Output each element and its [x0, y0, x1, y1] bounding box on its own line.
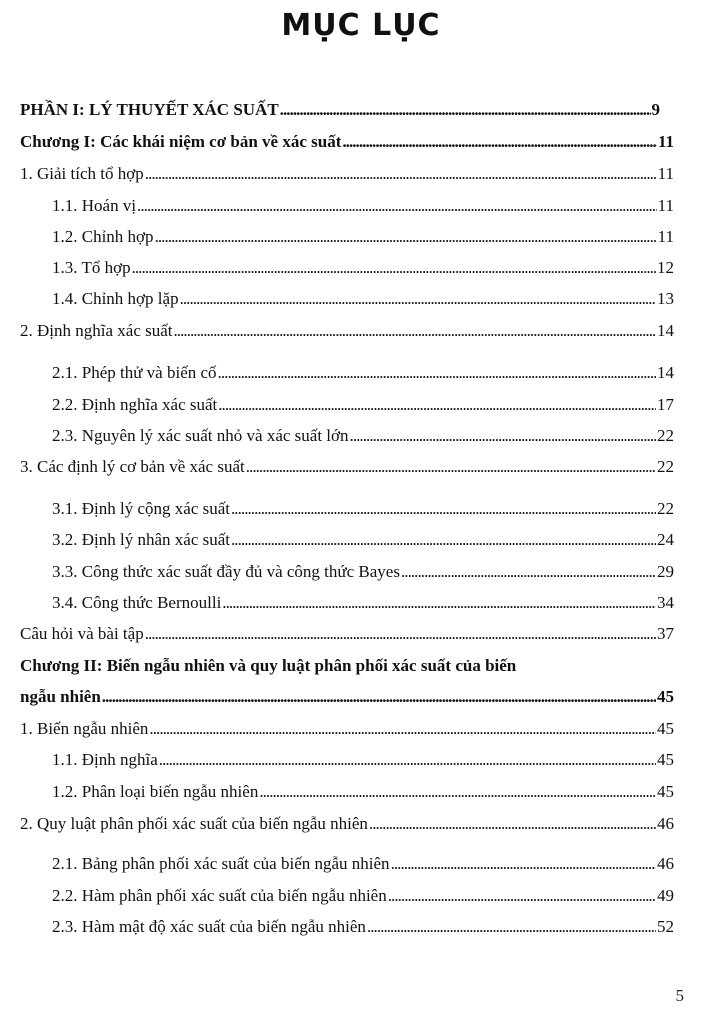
toc-page: 14: [657, 321, 674, 340]
toc-page: 46: [657, 854, 674, 873]
toc-label: 1.4. Chỉnh hợp lặp: [52, 289, 179, 308]
toc-label: 1.2. Phân loại biến ngẫu nhiên: [52, 782, 259, 801]
toc-page: 49: [657, 886, 674, 905]
toc-entry-t1-2[interactable]: [20, 781, 674, 803]
page-title: MỤC LỤC: [281, 8, 441, 43]
toc-page: 34: [657, 593, 674, 612]
toc-entry-s3[interactable]: [20, 456, 674, 478]
toc-label: Chương I: Các khái niệm cơ bản về xác suất: [20, 132, 342, 151]
toc-page: 45: [657, 782, 674, 801]
toc-entry-part1[interactable]: [20, 99, 660, 121]
toc-page: 11: [657, 196, 674, 215]
toc-label: 2. Quy luật phân phối xác suất của biến ngẫu nhiên: [20, 814, 368, 833]
toc-page: 45: [657, 719, 674, 738]
toc-page: 22: [657, 499, 674, 518]
toc-label: 1. Biến ngẫu nhiên: [20, 719, 149, 738]
toc-page: 11: [657, 227, 674, 246]
toc-label: 1.2. Chỉnh hợp: [52, 227, 154, 246]
toc-entry-s1-1[interactable]: [20, 195, 674, 217]
toc-page: 13: [657, 289, 674, 308]
toc-label: 3.2. Định lý nhân xác suất: [52, 530, 230, 549]
toc-entry-s3-1[interactable]: [20, 498, 674, 520]
toc-page: 46: [657, 814, 674, 833]
toc-label: 1.3. Tổ hợp: [52, 258, 131, 277]
toc-entry-qa[interactable]: [20, 623, 674, 645]
toc-label: Câu hỏi và bài tập: [20, 624, 144, 643]
toc-page: 11: [657, 164, 674, 183]
toc-label: 3.3. Công thức xác suất đầy đủ và công thức Bayes: [52, 562, 400, 581]
toc-label: 1. Giải tích tổ hợp: [20, 164, 144, 183]
toc-entry-t2-2[interactable]: [20, 885, 674, 907]
toc-label: 3.4. Công thức Bernoulli: [52, 593, 222, 612]
toc-page: 11: [657, 132, 674, 151]
toc-entry-t1[interactable]: [20, 718, 674, 740]
toc-entry-ch2-line1[interactable]: Chương II: Biến ngẫu nhiên và quy luật phân phối xác suất của biến: [20, 656, 517, 675]
toc-label: 2.3. Hàm mật độ xác suất của biến ngẫu nhiên: [52, 917, 366, 936]
toc-page: 14: [657, 363, 674, 382]
toc-entry-s1-3[interactable]: [20, 257, 674, 279]
toc-entry-s1-4[interactable]: [20, 288, 674, 310]
toc-entry-s1-2[interactable]: [20, 226, 674, 248]
toc-entry-s3-2[interactable]: [20, 529, 674, 551]
toc-entry-s3-4[interactable]: [20, 592, 674, 614]
toc-label: 1.1. Định nghĩa: [52, 750, 158, 769]
toc-label: 2.1. Phép thử và biến cố: [52, 363, 217, 382]
toc-page: 24: [657, 530, 674, 549]
toc-entry-t2[interactable]: [20, 813, 674, 835]
toc-entry-ch2[interactable]: [20, 686, 674, 708]
toc-entry-t2-3[interactable]: [20, 916, 674, 938]
toc-page: 22: [657, 457, 674, 476]
toc-entry-s2-1[interactable]: [20, 362, 674, 384]
page-number: 5: [675, 986, 684, 1005]
toc-entry-s1[interactable]: [20, 163, 674, 185]
toc-label: 2.2. Định nghĩa xác suất: [52, 395, 218, 414]
toc-label: 2.3. Nguyên lý xác suất nhỏ và xác suất lớn: [52, 426, 349, 445]
toc-entry-s2-3[interactable]: [20, 425, 674, 447]
toc-entry-s2[interactable]: [20, 320, 674, 342]
toc-label: PHẦN I: LÝ THUYẾT XÁC SUẤT: [20, 100, 279, 119]
toc-entry-t2-1[interactable]: [20, 853, 674, 875]
toc-entry-s3-3[interactable]: [20, 561, 674, 583]
toc-page: 17: [657, 395, 674, 414]
toc-page: 9: [651, 100, 660, 119]
toc-page: 37: [657, 624, 674, 643]
toc-label: 2. Định nghĩa xác suất: [20, 321, 173, 340]
toc-page: 29: [657, 562, 674, 581]
toc-entry-s2-2[interactable]: [20, 394, 674, 416]
toc-label: 3. Các định lý cơ bản về xác suất: [20, 457, 245, 476]
toc-page: 52: [657, 917, 674, 936]
toc-label: 1.1. Hoán vị: [52, 196, 137, 215]
toc-entry-ch1[interactable]: [20, 131, 674, 153]
toc-page: 45: [657, 750, 674, 769]
toc-page: 12: [657, 258, 674, 277]
toc-entry-t1-1[interactable]: [20, 749, 674, 771]
toc-label: ngẫu nhiên: [20, 687, 101, 706]
toc-label: 2.2. Hàm phân phối xác suất của biến ngẫu nhiên: [52, 886, 387, 905]
toc-page: 45: [657, 687, 674, 706]
toc-label: 3.1. Định lý cộng xác suất: [52, 499, 230, 518]
toc-label: 2.1. Bảng phân phối xác suất của biến ngẫu nhiên: [52, 854, 390, 873]
toc-page: 22: [657, 426, 674, 445]
